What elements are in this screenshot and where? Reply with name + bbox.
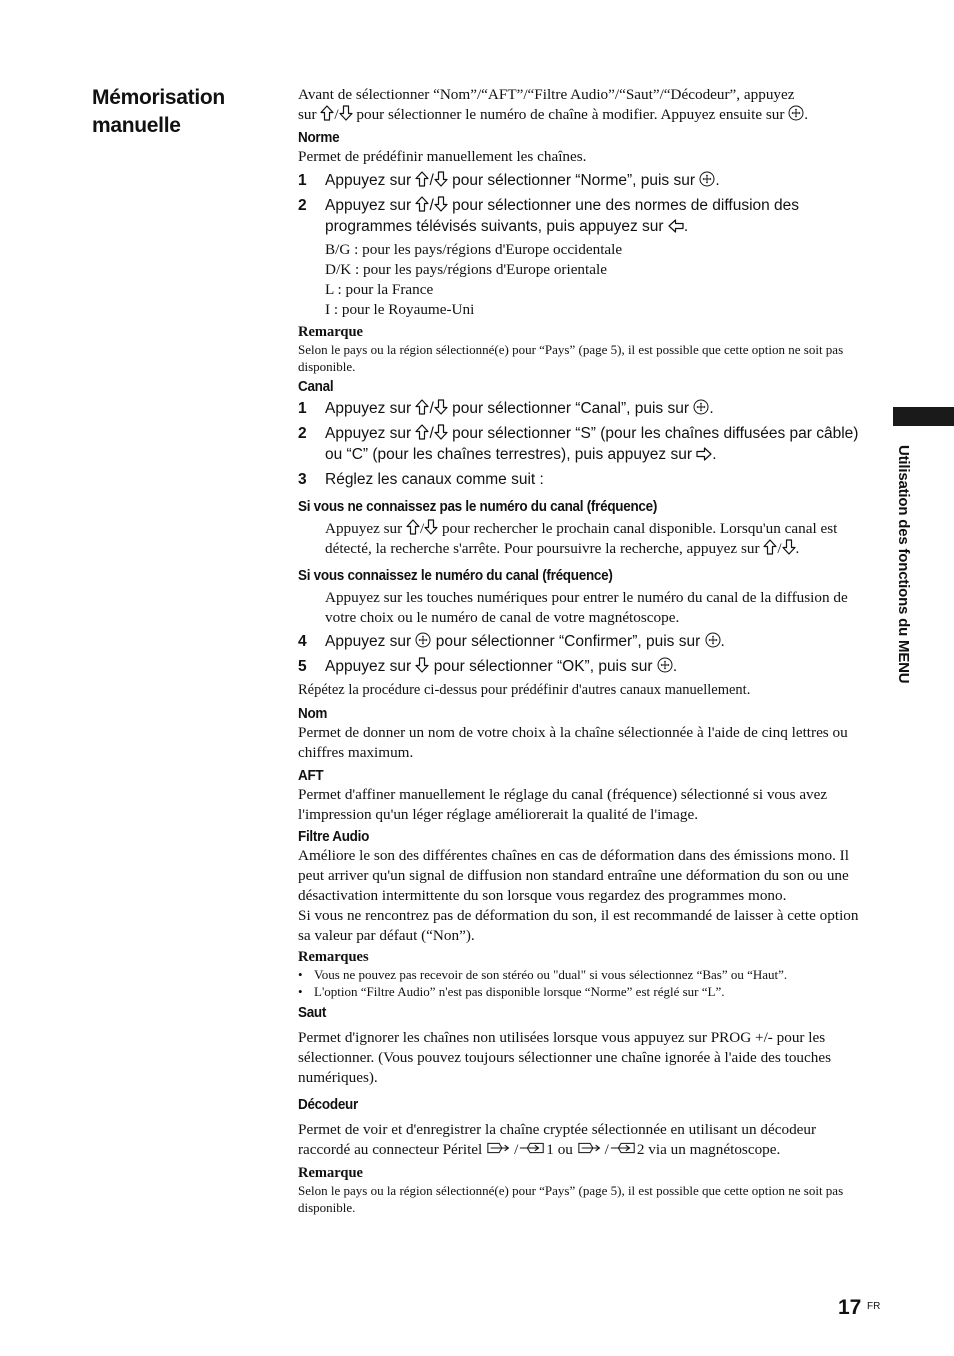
norme-remark-heading: Remarque [298,324,363,340]
page-title: Mémorisation manuelle [92,86,225,137]
arrow-left-icon [668,219,684,233]
canal-step-5: 5 Appuyez sur pour sélectionner “OK”, puis sur . [298,658,678,675]
arrow-down-icon [434,196,448,212]
decodeur-remark-heading: Remarque [298,1165,363,1181]
arrow-up-icon [415,196,429,212]
page-number: 17 [838,1296,862,1319]
arrow-down-icon [434,171,448,187]
enter-button-icon [657,657,673,673]
list-item: • L'option “Filtre Audio” n'est pas disponible lorsque “Norme” est réglé sur “L”. [298,984,725,999]
page-language-code: FR [867,1301,881,1312]
decodeur-heading: Décodeur [298,1097,358,1113]
canal-repeat-note: Répétez la procédure ci-dessus pour prédéfinir d'autres canaux manuellement. [298,682,751,698]
saut-text: Permet d'ignorer les chaînes non utilisées lorsque vous appuyez sur PROG +/- pour les sélectionner. (Vous pouvez toujours sélectionner une chaîne ignorée à l'aide des touches numériques). [298,1029,831,1086]
list-item: • Vous ne pouvez pas recevoir de son stéréo ou "dual" si vous sélectionnez “Bas” ou “Haut”. [298,967,788,982]
filtre-audio-text-2: Si vous ne rencontrez pas de déformation du son, il est recommandé de laisser à cette option sa valeur par défaut (“Non”). [298,907,859,944]
arrow-up-icon [763,539,777,555]
decodeur-remark: Selon le pays ou la région sélectionné(e) pour “Pays” (page 5), il est possible que cette option ne soit pas disponible. [298,1183,844,1215]
canal-step-4: 4 Appuyez sur pour sélectionner “Confirmer”, puis sur . [298,633,725,650]
aft-heading: AFT [298,768,324,784]
enter-button-icon [415,632,431,648]
canal-step-1: 1 Appuyez sur / pour sélectionner “Canal”, puis sur . [298,400,714,417]
arrow-down-icon [434,399,448,415]
arrow-right-icon [696,447,712,461]
norme-heading: Norme [298,130,340,146]
norme-description: Permet de prédéfinir manuellement les chaînes. [298,148,587,165]
canal-unknown-heading: Si vous ne connaissez pas le numéro du canal (fréquence) [298,499,658,515]
enter-button-icon [699,171,715,187]
arrow-up-icon [320,105,334,121]
canal-heading: Canal [298,379,334,395]
scart-input-icon [577,1140,605,1156]
canal-step-2: 2 Appuyez sur / pour sélectionner “S” (pour les chaînes diffusées par câble) ou “C” (pour les chaînes terrestres), puis appuyez sur . [298,425,859,463]
list-item: B/G : pour les pays/régions d'Europe occidentale [325,241,623,258]
intro-line-1: Avant de sélectionner “Nom”/“AFT”/“Filtre Audio”/“Saut”/“Décodeur”, appuyez [298,86,795,103]
nom-text: Permet de donner un nom de votre choix à la chaîne sélectionnée à l'aide de cinq lettres ou chiffres maximum. [298,724,848,761]
canal-known-heading: Si vous connaissez le numéro du canal (fréquence) [298,568,613,584]
enter-button-icon [788,105,804,121]
filtre-audio-text-1: Améliore le son des différentes chaînes en cas de déformation dans des émissions mono. Il peut arriver qu'un signal de diffusion non standard entraîne une déformation du son ou une désactivation intermittente du son lorsque vous regardez des programmes mono. [298,847,849,904]
filtre-audio-remarks-heading: Remarques [298,949,369,965]
arrow-up-icon [406,519,420,535]
side-section-label: Utilisation des fonctions du MENU [895,445,912,684]
arrow-up-icon [415,171,429,187]
list-item: L : pour la France [325,281,434,298]
enter-button-icon [705,632,721,648]
arrow-down-icon [415,657,429,673]
arrow-down-icon [434,424,448,440]
canal-unknown-text: Appuyez sur / pour rechercher le prochain canal disponible. Lorsqu'un canal est détecté, la recherche s'arrête. Pour poursuivre la recherche, appuyez sur / . [325,520,838,557]
list-item: I : pour le Royaume-Uni [325,301,475,318]
content-column [298,85,873,1216]
arrow-up-icon [415,399,429,415]
arrow-down-icon [339,105,353,121]
decodeur-line-2: raccordé au connecteur Péritel / 1 ou / 2 via un magnétoscope. [298,1141,781,1158]
arrow-down-icon [782,539,796,555]
canal-step-3: 3 Réglez les canaux comme suit : [298,471,544,488]
norme-list [325,240,873,320]
norme-step-2: 2 Appuyez sur / pour sélectionner une des normes de diffusion des programmes télévisés suivants, puis appuyez sur . [298,197,800,235]
list-item: D/K : pour les pays/régions d'Europe orientale [325,261,607,278]
scart-output-icon [518,1140,546,1156]
canal-known-text: Appuyez sur les touches numériques pour entrer le numéro du canal de la diffusion de votre choix ou le numéro de canal de votre magnétoscope. [325,589,848,626]
scart-input-icon [486,1140,514,1156]
enter-button-icon [693,399,709,415]
aft-text: Permet d'affiner manuellement le réglage du canal (fréquence) sélectionné si vous avez l'impression qu'un léger réglage améliorerait la qualité de l'image. [298,786,828,823]
section-tab-marker [893,407,954,426]
arrow-down-icon [424,519,438,535]
decodeur-line-1: Permet de voir et d'enregistrer la chaîne cryptée sélectionnée en utilisant un décodeur [298,1121,817,1138]
norme-step-1: 1 Appuyez sur / pour sélectionner “Norme”, puis sur . [298,172,720,189]
arrow-up-icon [415,424,429,440]
norme-remark: Selon le pays ou la région sélectionné(e) pour “Pays” (page 5), il est possible que cette option ne soit pas disponible. [298,342,844,374]
scart-output-icon [609,1140,637,1156]
filtre-audio-heading: Filtre Audio [298,829,370,845]
intro-line-2: sur / pour sélectionner le numéro de chaîne à modifier. Appuyez ensuite sur . [298,106,809,123]
nom-heading: Nom [298,706,328,722]
saut-heading: Saut [298,1005,327,1021]
